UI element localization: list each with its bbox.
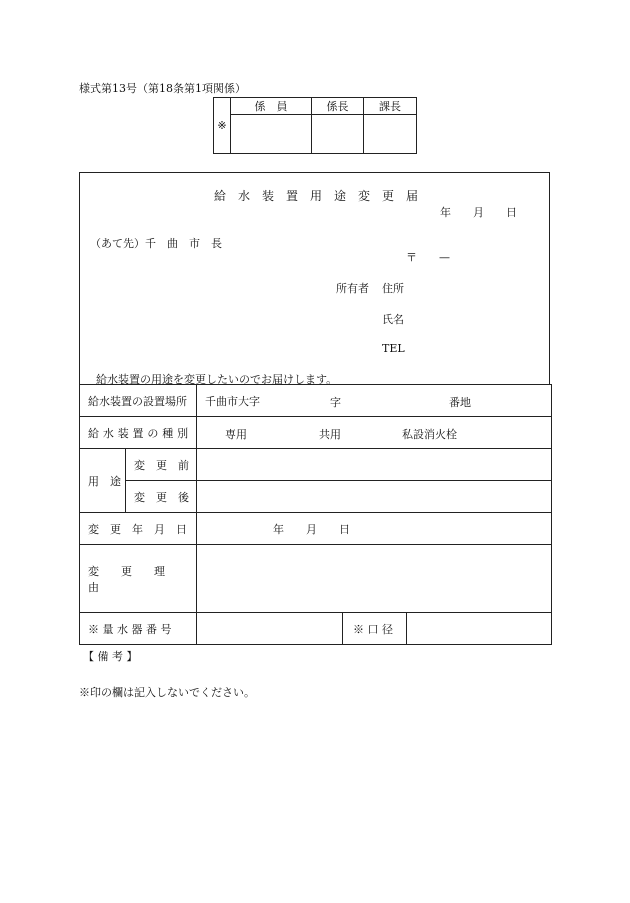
- reason-row: [80, 545, 552, 613]
- type-options[interactable]: [197, 417, 552, 449]
- approval-stamp-table: [213, 97, 417, 154]
- location-banchi: 番地: [449, 396, 471, 409]
- meter-label: ※ 量 水 器 番 号: [80, 613, 197, 645]
- location-value[interactable]: [197, 385, 552, 417]
- location-aza: 字: [330, 396, 341, 409]
- change-date-row: [80, 513, 552, 545]
- usage-after-value[interactable]: [197, 481, 552, 513]
- type-option-shared[interactable]: 共用: [319, 428, 341, 441]
- approval-header-manager: 課長: [364, 98, 417, 115]
- approval-header-chief: 係長: [312, 98, 364, 115]
- approval-stamp-chief[interactable]: [312, 115, 364, 154]
- owner-address-label: 住所: [382, 282, 404, 295]
- approval-stamp-manager[interactable]: [364, 115, 417, 154]
- location-city: 千曲市大字: [205, 394, 260, 408]
- usage-before-value[interactable]: [197, 449, 552, 481]
- footnote: ※印の欄は記入しないでください。: [79, 686, 255, 699]
- type-option-hydrant[interactable]: 私設消火栓: [402, 428, 457, 441]
- form-number: 様式第13号（第18条第1項関係）: [79, 82, 246, 95]
- location-row: [80, 385, 552, 417]
- form-title: 給 水 装 置 用 途 変 更 届: [214, 189, 419, 203]
- type-option-private[interactable]: 専用: [225, 428, 247, 441]
- owner-tel-label: TEL: [382, 342, 405, 355]
- submission-date[interactable]: 年 月 日: [440, 206, 517, 219]
- meter-row: [80, 613, 552, 645]
- usage-before-label: 変 更 前: [126, 449, 197, 481]
- owner-label: 所有者: [336, 282, 369, 295]
- statement: 給水装置の用途を変更したいのでお届けします。: [96, 373, 338, 386]
- remarks-label: 【 備 考 】: [83, 650, 138, 663]
- addressee: （あて先）千 曲 市 長: [90, 237, 222, 250]
- usage-after-label: 変 更 後: [126, 481, 197, 513]
- approval-mark: ※: [214, 98, 231, 154]
- approval-stamp-staff[interactable]: [231, 115, 312, 154]
- usage-after-row: [80, 481, 552, 513]
- type-row: [80, 417, 552, 449]
- usage-before-row: [80, 449, 552, 481]
- meter-value[interactable]: [197, 613, 343, 645]
- location-label: 給水装置の設置場所: [80, 385, 197, 417]
- approval-header-staff: 係 員: [231, 98, 312, 115]
- bore-value[interactable]: [407, 613, 552, 645]
- owner-name-label: 氏名: [382, 313, 404, 326]
- bore-label: ※ 口 径: [343, 613, 407, 645]
- type-label: 給水装置の種別: [80, 417, 197, 449]
- usage-label: 用 途: [80, 449, 126, 513]
- reason-value[interactable]: [197, 545, 552, 613]
- postal-code[interactable]: 〒 —: [406, 251, 450, 264]
- form-table: [79, 384, 552, 645]
- reason-label: 変 更 理 由: [80, 545, 197, 613]
- change-date-value[interactable]: 年 月 日: [197, 513, 552, 545]
- change-date-label: 変 更 年 月 日: [80, 513, 197, 545]
